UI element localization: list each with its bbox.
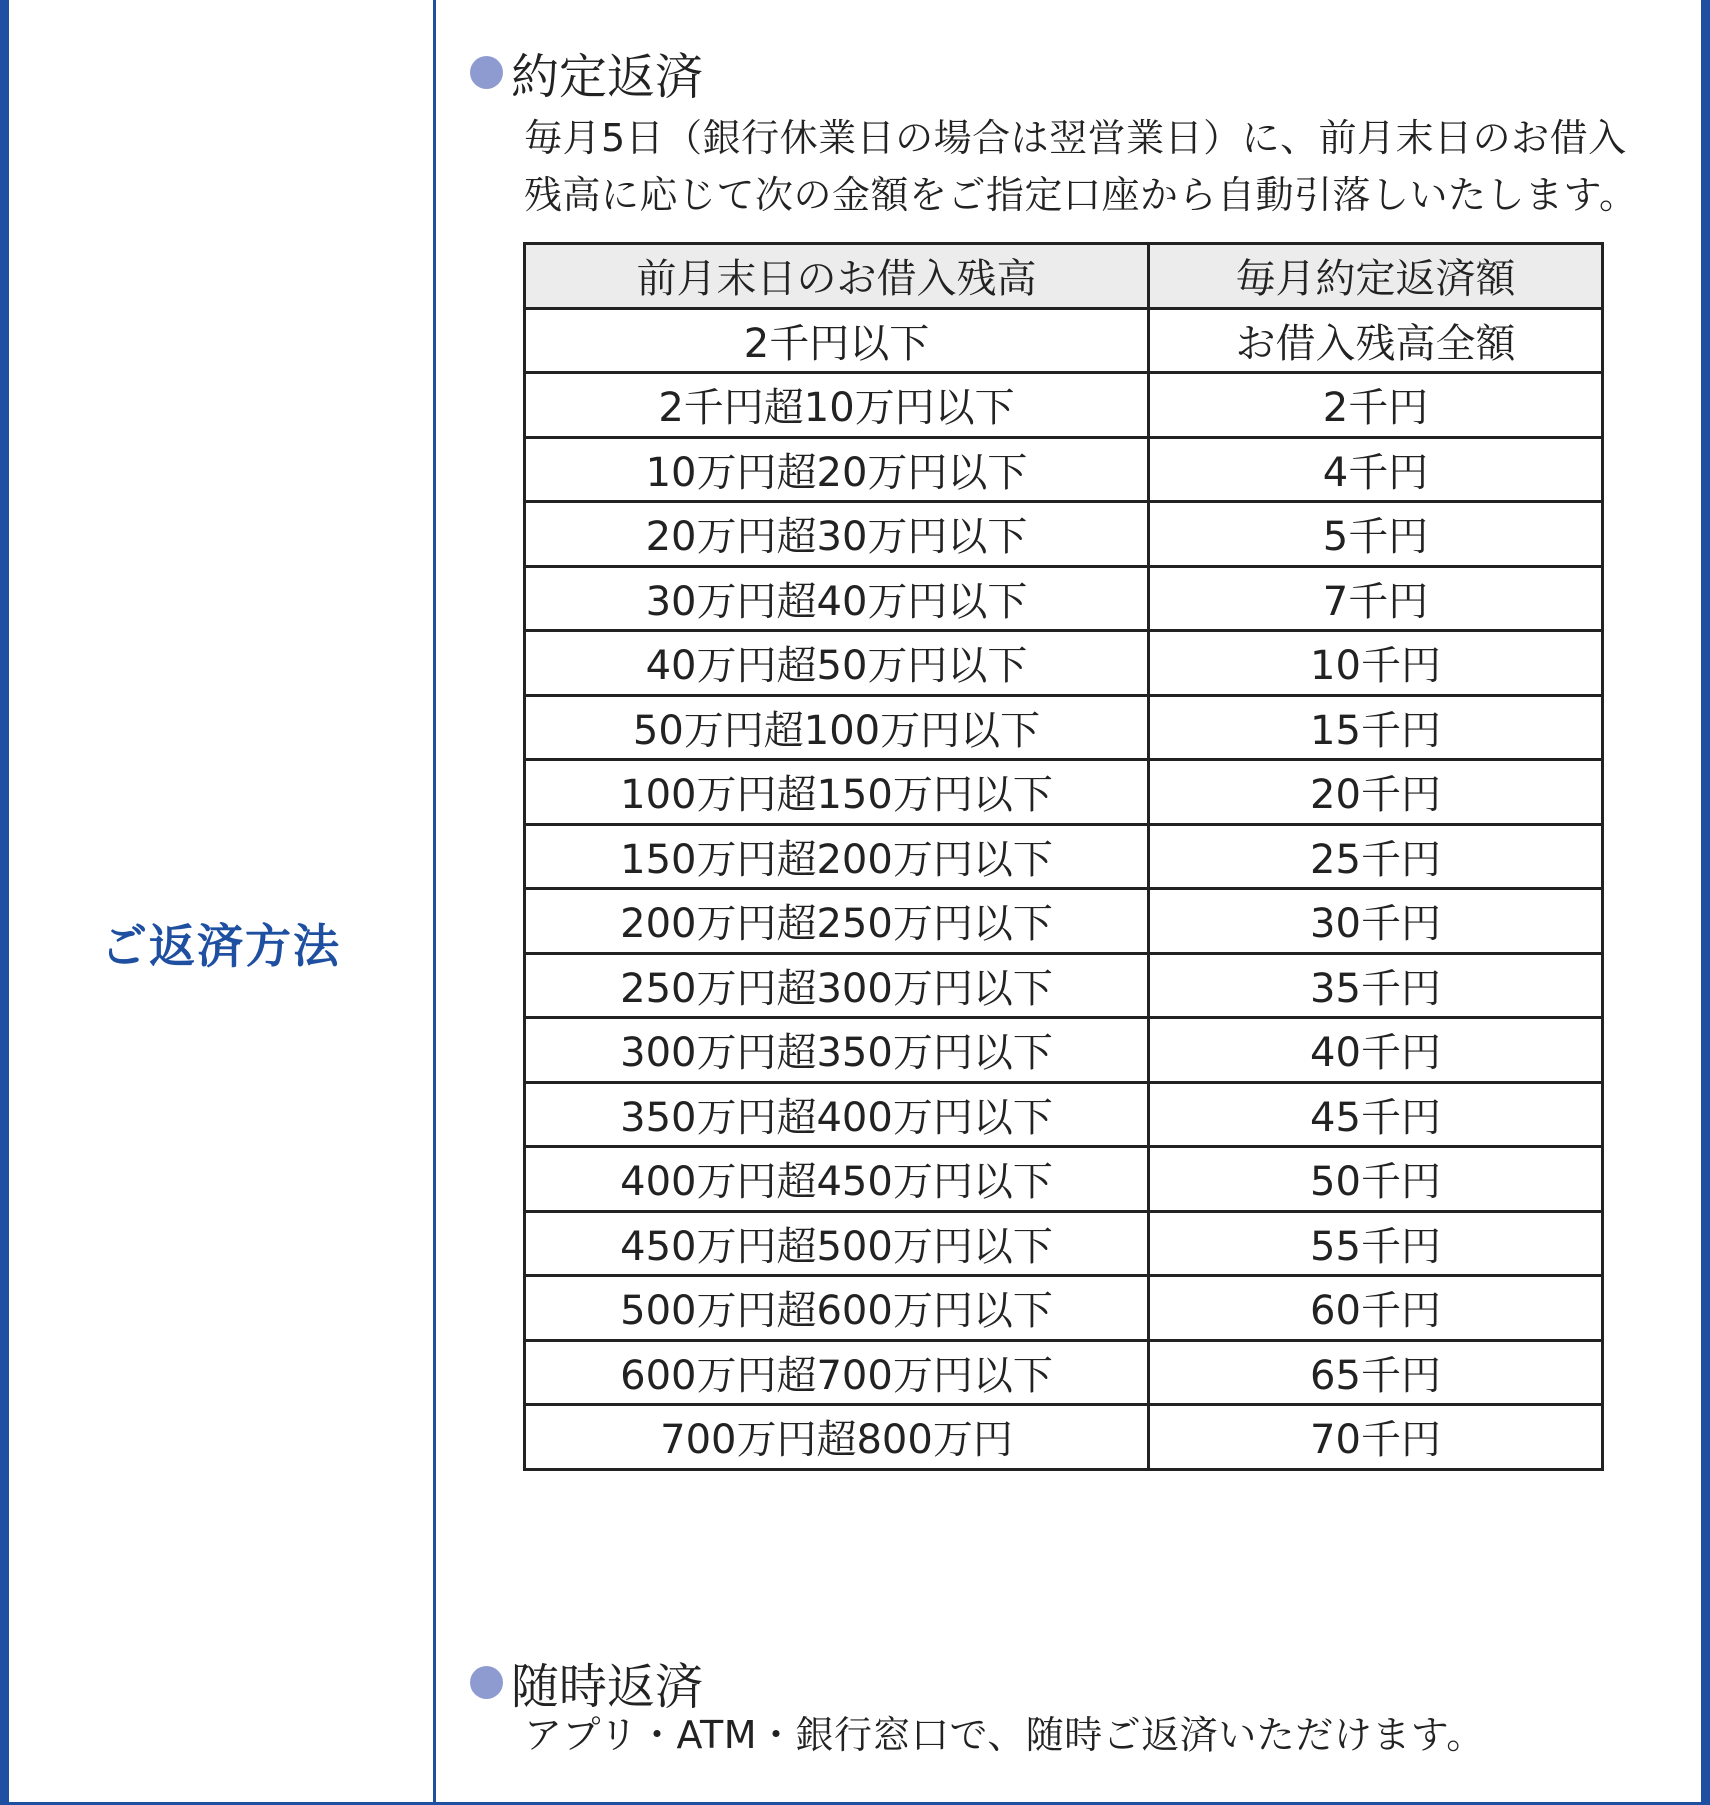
bullet-icon: [470, 1666, 503, 1699]
table-row: [525, 1276, 1603, 1341]
payment-cell: 35千円: [1149, 953, 1603, 1018]
payment-cell: 55千円: [1149, 1211, 1603, 1276]
payment-cell: 65千円: [1149, 1340, 1603, 1405]
table-row: [525, 695, 1603, 760]
balance-cell: 700万円超800万円: [525, 1405, 1149, 1470]
balance-cell: 300万円超350万円以下: [525, 1018, 1149, 1083]
table-header-row: [525, 244, 1603, 309]
row-label: ご返済方法: [101, 919, 341, 973]
balance-cell: 150万円超200万円以下: [525, 824, 1149, 889]
table-row: [525, 1340, 1603, 1405]
description-line: アプリ・ATM・銀行窓口で、随時ご返済いただけます。: [524, 1713, 1485, 1757]
balance-cell: 350万円超400万円以下: [525, 1082, 1149, 1147]
payment-cell: 45千円: [1149, 1082, 1603, 1147]
balance-cell: 450万円超500万円以下: [525, 1211, 1149, 1276]
balance-cell: 100万円超150万円以下: [525, 760, 1149, 825]
balance-cell: 40万円超50万円以下: [525, 631, 1149, 696]
table-row: [525, 566, 1603, 631]
balance-cell: 20万円超30万円以下: [525, 502, 1149, 567]
balance-cell: 2千円超10万円以下: [525, 373, 1149, 438]
balance-cell: 10万円超20万円以下: [525, 437, 1149, 502]
table-row: [525, 437, 1603, 502]
payment-cell: 7千円: [1149, 566, 1603, 631]
payment-cell: 25千円: [1149, 824, 1603, 889]
balance-cell: 50万円超100万円以下: [525, 695, 1149, 760]
table-row: [525, 1018, 1603, 1083]
payment-cell: 40千円: [1149, 1018, 1603, 1083]
description-line: 残高に応じて次の金額をご指定口座から自動引落しいたします。: [524, 173, 1638, 217]
section-description: [524, 1707, 1485, 1764]
payment-cell: お借入残高全額: [1149, 308, 1603, 373]
balance-cell: 200万円超250万円以下: [525, 889, 1149, 954]
table-row: [525, 631, 1603, 696]
balance-cell: 30万円超40万円以下: [525, 566, 1149, 631]
repayment-table: [523, 242, 1604, 1471]
column-divider: [433, 0, 436, 1805]
payment-cell: 5千円: [1149, 502, 1603, 567]
payment-cell: 10千円: [1149, 631, 1603, 696]
payment-cell: 20千円: [1149, 760, 1603, 825]
bullet-icon: [470, 56, 503, 89]
section-description: [524, 110, 1637, 224]
balance-cell: 600万円超700万円以下: [525, 1340, 1149, 1405]
payment-cell: 50千円: [1149, 1147, 1603, 1212]
balance-cell: 500万円超600万円以下: [525, 1276, 1149, 1341]
balance-cell: 2千円以下: [525, 308, 1149, 373]
table-row: [525, 760, 1603, 825]
balance-cell: 400万円超450万円以下: [525, 1147, 1149, 1212]
balance-cell: 250万円超300万円以下: [525, 953, 1149, 1018]
payment-cell: 4千円: [1149, 437, 1603, 502]
payment-cell: 15千円: [1149, 695, 1603, 760]
column-header: 毎月約定返済額: [1149, 244, 1603, 309]
table-row: [525, 1211, 1603, 1276]
description-line: 毎月5日（銀行休業日の場合は翌営業日）に、前月末日のお借入: [524, 116, 1627, 160]
table-row: [525, 373, 1603, 438]
table-row: [525, 889, 1603, 954]
column-header: 前月末日のお借入残高: [525, 244, 1149, 309]
table-row: [525, 824, 1603, 889]
table-row: [525, 1147, 1603, 1212]
section-heading-scheduled: [470, 38, 703, 107]
payment-cell: 70千円: [1149, 1405, 1603, 1470]
payment-cell: 2千円: [1149, 373, 1603, 438]
payment-cell: 30千円: [1149, 889, 1603, 954]
table-row: [525, 1405, 1603, 1470]
table-row: [525, 502, 1603, 567]
section-title: 随時返済: [511, 1659, 704, 1715]
section-title: 約定返済: [511, 49, 704, 105]
table-row: [525, 953, 1603, 1018]
payment-cell: 60千円: [1149, 1276, 1603, 1341]
table-row: [525, 308, 1603, 373]
table-row: [525, 1082, 1603, 1147]
